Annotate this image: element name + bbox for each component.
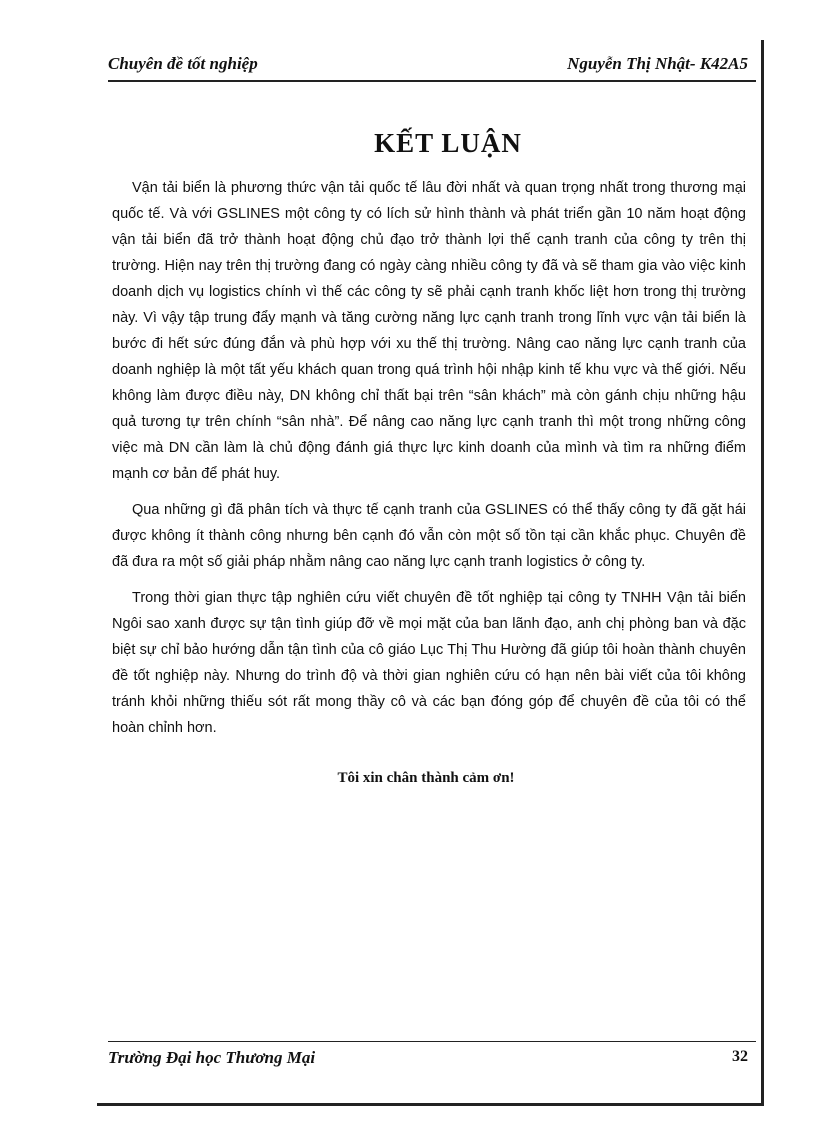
header-document-type: Chuyên đề tốt nghiệp <box>108 54 258 73</box>
page-header <box>108 52 756 82</box>
page-title: KẾT LUẬN <box>374 128 522 158</box>
paragraph-2: Qua những gì đã phân tích và thực tế cạnh tranh của GSLINES có thể thấy công ty đã gặt hái được không ít thành công nhưng bên cạnh đó vẫn còn một số tồn tại cần khắc phục. Chuyên đề đã đưa ra một số giải pháp nhằm nâng cao năng lực cạnh tranh logistics ở công ty. <box>112 502 746 570</box>
header-author: Nguyễn Thị Nhật- K42A5 <box>567 54 748 73</box>
page-number: 32 <box>732 1048 748 1065</box>
page-footer <box>108 1046 756 1072</box>
conclusion-body <box>112 175 746 751</box>
paragraph-3: Trong thời gian thực tập nghiên cứu viết chuyên đề tốt nghiệp tại công ty TNHH Vận tải biển Ngôi sao xanh được sự tận tình giúp đỡ về mọi mặt của ban lãnh đạo, anh chị phòng ban và đặc biệt sự chỉ bảo hướng dẫn tận tình của cô giáo Lục Thị Thu Hường đã giúp tôi hoàn thành chuyên đề tốt nghiệp này. Nhưng do trình độ và thời gian nghiên cứu có hạn nên bài viết của tôi không tránh khỏi những thiếu sót rất mong thầy cô và các bạn đóng góp để chuyên đề của tôi có thể hoàn chỉnh hơn. <box>112 590 746 736</box>
footer-divider <box>108 1041 756 1042</box>
footer-university: Trường Đại học Thương Mại <box>108 1048 316 1067</box>
thanks-line: Tôi xin chân thành cảm ơn! <box>337 770 515 786</box>
paragraph-1: Vận tải biển là phương thức vận tải quốc tế lâu đời nhất và quan trọng nhất trong thương mại quốc tế. Và với GSLINES một công ty có lích sử hình thành và phát triển gần 10 năm hoạt động vận tải biển đã trở thành hoạt động chủ đạo trở thành lợi thế cạnh tranh của công ty trên thị trường. Hiện nay trên thị trường đang có ngày càng nhiều công ty đã và sẽ tham gia vào việc kinh doanh dịch vụ logistics chính vì thế các công ty sẽ phải cạnh tranh khốc liệt hơn trong thị trường này. Vì vậy tập trung đẩy mạnh và tăng cường năng lực cạnh tranh trong lĩnh vực vận tải biển là bước đi hết sức đúng đắn và phù hợp với xu thế thị trường. Nâng cao năng lực cạnh tranh của doanh nghiệp là một tất yếu khách quan trong quá trình hội nhập kinh tế khu vực và thế giới. Nếu không làm được điều này, DN không chỉ thất bại trên “sân khách” mà còn gánh chịu những hậu quả tương tự trên chính “sân nhà”. Để nâng cao năng lực cạnh tranh thì một trong những công việc mà DN cần làm là chủ động đánh giá thực lực kinh doanh của mình và tìm ra những điểm mạnh cơ bản để phát huy. <box>112 180 746 482</box>
